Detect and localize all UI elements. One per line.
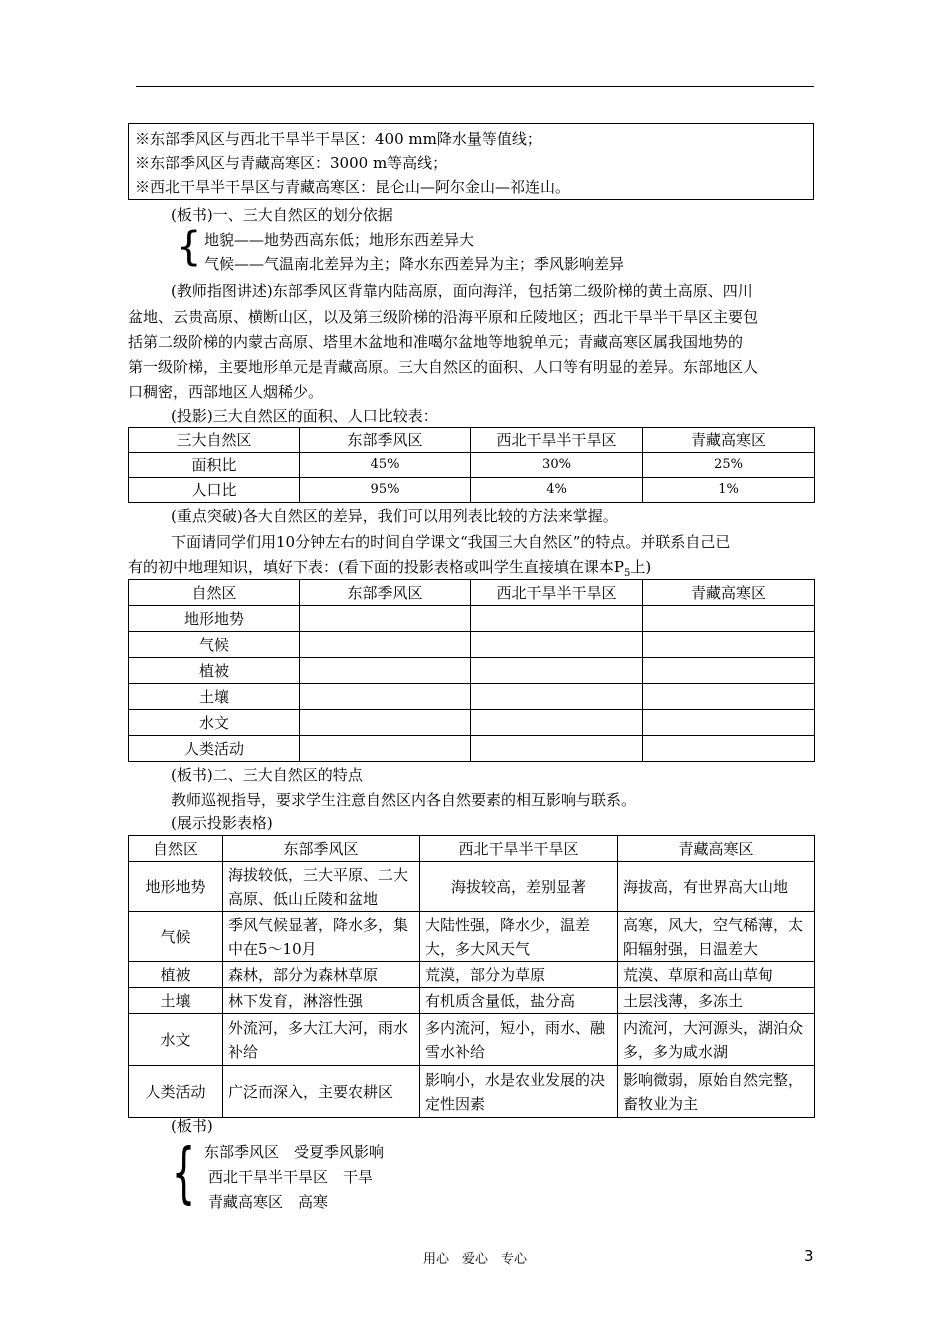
blank-cell bbox=[300, 684, 471, 710]
board2-title: (板书)二、三大自然区的特点 bbox=[171, 766, 363, 784]
table-row-label: 人类活动 bbox=[129, 736, 300, 762]
table-cell: 外流河，多大江大河，雨水补给 bbox=[223, 1014, 420, 1066]
blank-cell bbox=[471, 632, 643, 658]
table-cell: 高寒，风大，空气稀薄，太阳辐射强，日温差大 bbox=[618, 912, 815, 962]
table-header-cell: 西北干旱半干旱区 bbox=[471, 580, 643, 606]
table-cell: 30% bbox=[471, 453, 643, 478]
boundary-line: ※西北干旱半干旱区与青藏高寒区：昆仑山—阿尔金山—祁连山。 bbox=[135, 178, 571, 196]
table-header-cell: 自然区 bbox=[129, 580, 300, 606]
boundary-line: ※东部季风区与青藏高寒区：3000 m等高线； bbox=[135, 154, 448, 172]
board1-title: (板书)一、三大自然区的划分依据 bbox=[171, 206, 393, 224]
characteristics-table bbox=[128, 835, 815, 1118]
blank-cell bbox=[300, 736, 471, 762]
table-cell: 广泛而深入，主要农耕区 bbox=[223, 1066, 420, 1118]
table-row bbox=[129, 658, 815, 684]
table-row-label: 植被 bbox=[129, 658, 300, 684]
boundary-line: ※东部季风区与西北干旱半干旱区：400 mm降水量等值线； bbox=[135, 130, 542, 148]
table-header-cell: 三大自然区 bbox=[129, 428, 300, 453]
table-header-row bbox=[129, 836, 815, 862]
table-row-label: 植被 bbox=[129, 962, 223, 988]
table-cell: 海拔高，有世界高大山地 bbox=[618, 862, 815, 912]
board3-item: 西北干旱半干旱区 干旱 bbox=[208, 1168, 374, 1186]
table-cell: 海拔较高，差别显著 bbox=[420, 862, 618, 912]
blank-cell bbox=[471, 736, 643, 762]
table-cell: 林下发育，淋溶性强 bbox=[223, 988, 420, 1014]
blank-cell bbox=[300, 710, 471, 736]
key-point: (重点突破)各大自然区的差异，我们可以用列表比较的方法来掌握。 bbox=[171, 507, 618, 525]
table-row-label: 土壤 bbox=[129, 988, 223, 1014]
table-cell: 人口比 bbox=[129, 478, 300, 503]
teacher-para-line: (教师指图讲述)东部季风区背靠内陆高原，面向海洋，包括第二级阶梯的黄土高原、四川 bbox=[171, 282, 753, 300]
show-table-label: (展示投影表格) bbox=[171, 814, 273, 832]
table-row bbox=[129, 1014, 815, 1066]
table-header-cell: 青藏高寒区 bbox=[643, 580, 815, 606]
projection-title: (投影)三大自然区的面积、人口比较表： bbox=[171, 407, 438, 425]
table-cell: 季风气候显著，降水多，集中在5～10月 bbox=[223, 912, 420, 962]
blank-cell bbox=[643, 710, 815, 736]
blank-cell bbox=[643, 684, 815, 710]
table-row bbox=[129, 453, 815, 478]
board3-item: 青藏高寒区 高寒 bbox=[208, 1193, 329, 1211]
table-row bbox=[129, 962, 815, 988]
blank-cell bbox=[643, 736, 815, 762]
page-footer: 用心 爱心 专心 bbox=[422, 1252, 527, 1267]
table-row bbox=[129, 710, 815, 736]
table-cell: 海拔较低，三大平原、二大高原、低山丘陵和盆地 bbox=[223, 862, 420, 912]
board1-item: 气候——气温南北差异为主；降水东西差异为主；季风影响差异 bbox=[204, 255, 625, 273]
table-cell: 95% bbox=[300, 478, 471, 503]
blank-cell bbox=[471, 710, 643, 736]
table-cell: 大陆性强，降水少，温差大，多大风天气 bbox=[420, 912, 618, 962]
blank-cell bbox=[471, 658, 643, 684]
table-cell: 土层浅薄，多冻土 bbox=[618, 988, 815, 1014]
table-row-label: 水文 bbox=[129, 1014, 223, 1066]
table-row-label: 地形地势 bbox=[129, 862, 223, 912]
table-row bbox=[129, 606, 815, 632]
table-row bbox=[129, 912, 815, 962]
table-cell: 25% bbox=[643, 453, 815, 478]
blank-cell bbox=[300, 606, 471, 632]
table-cell: 有机质含量低，盐分高 bbox=[420, 988, 618, 1014]
teacher-para-line: 括第二级阶梯的内蒙古高原、塔里木盆地和准噶尔盆地等地貌单元；青藏高寒区属我国地势的 bbox=[128, 333, 744, 351]
table-header-row bbox=[129, 428, 815, 453]
self-study-line: 有的初中地理知识，填好下表：(看下面的投影表格或叫学生直接填在课本$P_5$上) bbox=[128, 558, 652, 579]
table-header-cell: 东部季风区 bbox=[300, 580, 471, 606]
table-header-cell: 青藏高寒区 bbox=[618, 836, 815, 862]
blank-cell bbox=[643, 632, 815, 658]
table-row-label: 地形地势 bbox=[129, 606, 300, 632]
left-brace: { bbox=[176, 224, 202, 270]
blank-cell bbox=[643, 606, 815, 632]
table-cell: 面积比 bbox=[129, 453, 300, 478]
table-row bbox=[129, 736, 815, 762]
table-row bbox=[129, 1066, 815, 1118]
page-number: 3 bbox=[804, 1247, 814, 1265]
table-header-cell: 西北干旱半干旱区 bbox=[420, 836, 618, 862]
board3-item: 东部季风区 受夏季风影响 bbox=[204, 1143, 385, 1161]
board3-title: (板书) bbox=[171, 1117, 213, 1135]
table-row-label: 人类活动 bbox=[129, 1066, 223, 1118]
table-cell: 荒漠、草原和高山草甸 bbox=[618, 962, 815, 988]
table-header-row bbox=[129, 580, 815, 606]
table-row-label: 水文 bbox=[129, 710, 300, 736]
table-cell: 45% bbox=[300, 453, 471, 478]
table-cell: 影响微弱，原始自然完整，畜牧业为主 bbox=[618, 1066, 815, 1118]
self-study-line: 下面请同学们用10分钟左右的时间自学课文“我国三大自然区”的特点。并联系自己已 bbox=[171, 533, 731, 551]
table-cell: 多内流河，短小，雨水、融雪水补给 bbox=[420, 1014, 618, 1066]
boundary-box bbox=[128, 123, 814, 200]
blank-cell bbox=[471, 684, 643, 710]
table-row bbox=[129, 862, 815, 912]
table-row bbox=[129, 632, 815, 658]
table-row-label: 气候 bbox=[129, 632, 300, 658]
table-cell: 荒漠，部分为草原 bbox=[420, 962, 618, 988]
teacher-para-line: 第一级阶梯，主要地形单元是青藏高原。三大自然区的面积、人口等有明显的差异。东部地区人 bbox=[128, 358, 759, 376]
left-brace: { bbox=[172, 1134, 196, 1211]
teacher-guide: 教师巡视指导，要求学生注意自然区内各自然要素的相互影响与联系。 bbox=[171, 791, 637, 809]
table-header-cell: 东部季风区 bbox=[300, 428, 471, 453]
blank-cell bbox=[300, 658, 471, 684]
table-row bbox=[129, 988, 815, 1014]
teacher-para-line: 盆地、云贵高原、横断山区，以及第三级阶梯的沿海平原和丘陵地区；西北干旱半干旱区主要包 bbox=[128, 308, 759, 326]
board1-item: 地貌——地势西高东低；地形东西差异大 bbox=[204, 231, 475, 249]
table-cell: 1% bbox=[643, 478, 815, 503]
header-rule bbox=[136, 86, 814, 87]
table-cell: 影响小，水是农业发展的决定性因素 bbox=[420, 1066, 618, 1118]
table-row bbox=[129, 478, 815, 503]
table-cell: 森林，部分为森林草原 bbox=[223, 962, 420, 988]
table-header-cell: 西北干旱半干旱区 bbox=[471, 428, 643, 453]
table-cell: 内流河，大河源头，湖泊众多，多为咸水湖 bbox=[618, 1014, 815, 1066]
blank-cell bbox=[643, 658, 815, 684]
table-cell: 4% bbox=[471, 478, 643, 503]
table-header-cell: 青藏高寒区 bbox=[643, 428, 815, 453]
table-header-cell: 自然区 bbox=[129, 836, 223, 862]
fill-in-table bbox=[128, 579, 815, 762]
table-row-label: 气候 bbox=[129, 912, 223, 962]
area-population-table bbox=[128, 427, 815, 503]
blank-cell bbox=[300, 632, 471, 658]
table-row-label: 土壤 bbox=[129, 684, 300, 710]
table-row bbox=[129, 684, 815, 710]
blank-cell bbox=[471, 606, 643, 632]
teacher-para-line: 口稠密，西部地区人烟稀少。 bbox=[128, 383, 324, 401]
table-header-cell: 东部季风区 bbox=[223, 836, 420, 862]
